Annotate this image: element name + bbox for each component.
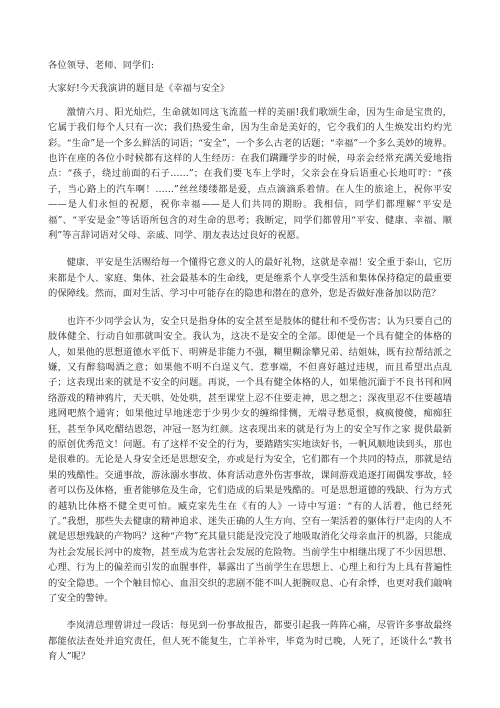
body-paragraph: 激情六月、阳光灿烂，生命就如同这飞流蓝一样的美丽!我们歌颂生命，因为生命是宝贵的，它属于我们每个人只有一次；我们热爱生命，因为生命是美好的，它令我们的人生焕发出灼灼光彩。“生命”是一个多么鲜活的词语；“安全”，一个多么古老的话题；“幸福”一个多么美妙的境界。也许在座的各位小时候都有这样的人生经历：在我们蹒跚学步的时候，母亲会经常充满关爱地指点：“孩子，绕过前面的石子……”；在我们要飞车上学时，父亲会在身后语重心长地叮咛：“孩子，当心路上的汽车啊！……”丝丝缕缕都是爱，点点滴滴系着情。在人生的旅途上，祝你平安——是人们永恒的祝愿，祝你幸福——是人们共同的期盼。我相信，同学们都理解“平安是福”、“平安是金”等话语所包含的对生命的思考；我断定，同学们都曾用“平安、健康、幸福、顺利”等言辞词语对父母、亲戚、同学、朋友表达过良好的祝愿。 (48, 106, 452, 242)
body-paragraph: 也许不少同学会认为，安全只是指身体的安全甚至是肢体的健壮和不受伤害；认为只要自己的肢体健全、行动自如那就叫安全。我认为，这决不是安全的全部。即便是一个具有健全的体格的人，如果他的思想道德水平低下、明辨是非能力不强，糊里糊涂攀兄弟、结姐妹，既有拉帮结派之嫌，又有醉翁喝酒之意；如果他不明不白逞义气、惹事端，不但喜好越过违规，而且希望出点乱子；这表现出来的就是不安全的问题。再说，一个具有健全体格的人，如果他沉湎于不良书刊和网络游戏的精神鸦片，天天哄、处处哄，甚至课堂上忍不住要走神，思之想之；深夜里忍不住要越墙逃网吧熬个通宵；如果他过早地迷恋于少男少女的缠绵悱恻，无端寻愁觅恨，疯疯傻傻，痴痴狂狂，甚至争风吃醋结恩怨，冲冠一怒为红颜。这表现出来的就是行为上的安全写作之家 提供最新的原创优秀范文！问题。有了这样不安全的行为，要踏踏实实地读好书，一帆风顺地读到头，那也是很难的。无论是人身安全还是思想安全，亦或是行为安全，它们都有一个共同的特点，那就是结果的残酷性。交通事故，游泳溺水事故、体育活动意外伤害事故，课间游戏追逐打闹偶发事故，轻者可以伤及体格，重者能够危及生命，它们造成的后果是残酷的。可是思想道德的残缺、行为方式的越轨比体格不健全更可怕。臧克家先生在《有的人》一诗中写道：“有的人活着，他已经死了。”我想，那些失去健康的精神追求、迷失正确的人生方向、空有一架活着的躯体行尸走肉的人不就是思想残缺的产物吗？这种“产物”充其量只能是没完没了地吸取消化父母亲血汗的机器，只能成为社会发展长河中的废物，甚至成为危害社会发展的危险物。当前学生中相继出现了不少因思想、心理、行为上的偏差而引发的血腥事件，暴露出了当前学生在思想上、心理上和行为上具有普遍性的安全隐患。一个个触目惊心、血泪交织的悲剧不能不叫人扼腕叹息、心有余悸，也更对我们敲响了安全的警钟。 (48, 315, 452, 604)
body-paragraph: 李岚清总理曾讲过一段话：每见到一份事故报告，都要引起我一阵阵心痛，尽管许多事故最终都能依法查处并追究责任，但人死不能复生，亡羊补牢，毕竟为时已晚，人死了，还谈什么“教书育人”呢？ (48, 620, 452, 663)
body-paragraph: 健康、平安是生活赐给每一个懂得它意义的人的最好礼物，这就是幸福！安全重于泰山，它历来都是个人、家庭、集体、社会最基本的生命线，更是维系个人享受生活和集体保持稳定的最重要的保障线。然而，面对生活、学习中可能存在的隐患和潜在的意外，您是否做好准备加以防范？ (48, 257, 452, 300)
speech-title-line: 大家好!今天我演讲的题目是《幸福与安全》 (48, 83, 230, 95)
greeting-line: 各位领导、老师、同学们: (48, 60, 154, 71)
